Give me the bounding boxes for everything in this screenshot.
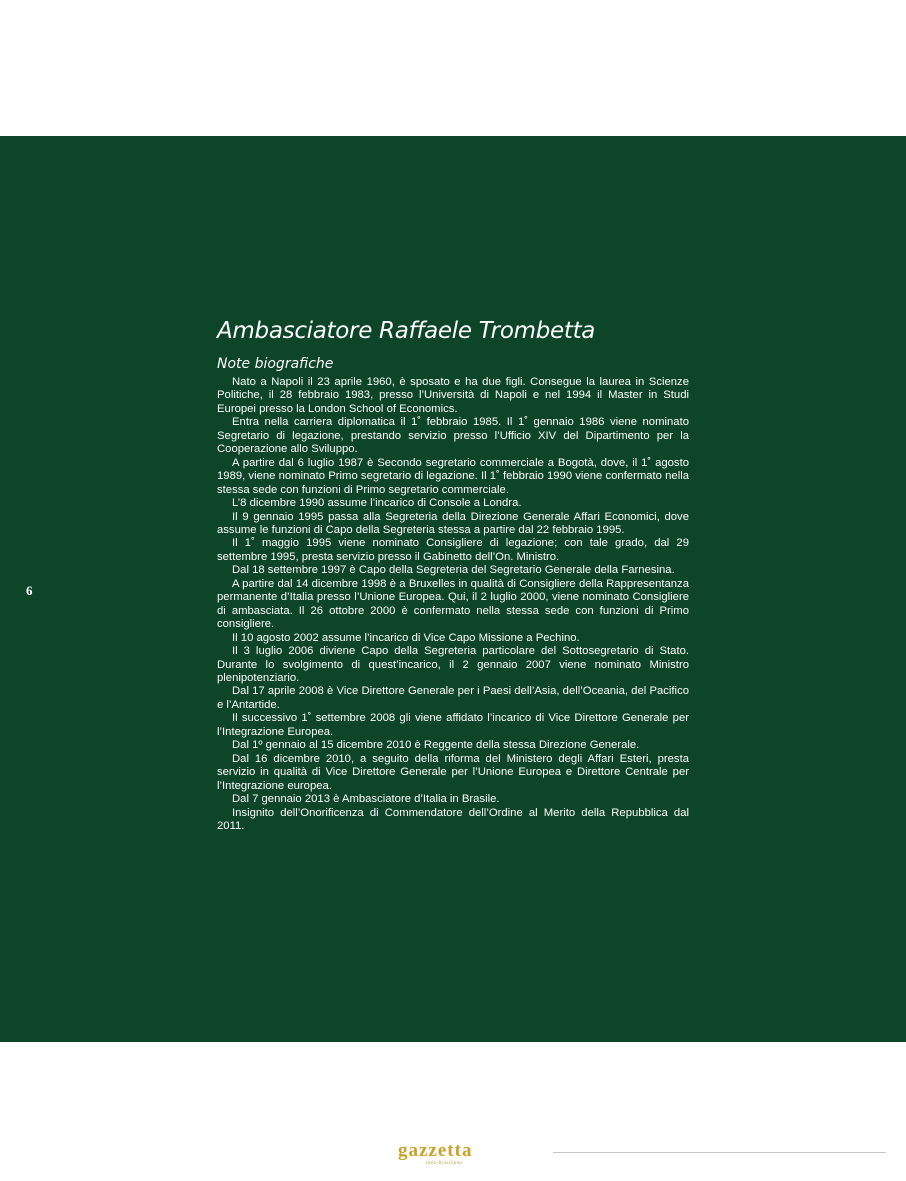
page-title: Ambasciatore Raffaele Trombetta	[217, 318, 596, 344]
bio-paragraph: Il 1˚ maggio 1995 viene nominato Consigliere di legazione; con tale grado, dal 29 settembre 1995, presta servizio presso il Gabinetto dell’On. Ministro.	[217, 537, 689, 563]
bio-paragraph: Dal 16 dicembre 2010, a seguito della riforma del Ministero degli Affari Esteri, presta servizio in qualità di Vice Direttore Generale per l’Unione Europea e Direttore Centrale per l’Integrazione europea.	[217, 752, 689, 792]
bio-paragraph: Dal 17 aprile 2008 è Vice Direttore Generale per i Paesi dell’Asia, dell’Oceania, del Pacifico e l’Antartide.	[217, 685, 689, 711]
logo-wordmark: gazzetta	[398, 1140, 473, 1161]
bio-paragraph: Insignito dell’Onorificenza di Commendatore dell’Ordine al Merito della Repubblica dal 2011.	[217, 806, 689, 832]
bio-paragraph: Dal 1º gennaio al 15 dicembre 2010 è Reggente della stessa Direzione Generale.	[232, 739, 640, 752]
bio-paragraph: Dal 7 gennaio 2013 è Ambasciatore d’Italia in Brasile.	[232, 793, 500, 806]
footer-divider	[553, 1152, 886, 1153]
bio-paragraph: Entra nella carriera diplomatica il 1˚ febbraio 1985. Il 1˚ gennaio 1986 viene nominato Segretario di legazione, prestando servizio presso l’Ufficio XIV del Dipartimento per la Cooperazione allo Sviluppo.	[217, 416, 689, 456]
page-subtitle: Note biografiche	[217, 356, 334, 372]
bio-paragraph: Il successivo 1˚ settembre 2008 gli viene affidato l’incarico di Vice Direttore Generale per l’Integrazione Europea.	[217, 712, 689, 738]
bio-paragraph: A partire dal 6 luglio 1987 è Secondo segretario commerciale a Bogotà, dove, il 1˚ agosto 1989, viene nominato Primo segretario di legazione. Il 1˚ febbraio 1990 viene confermato nella stessa sede con funzioni di Primo segretario commerciale.	[217, 456, 689, 496]
bio-paragraph: Dal 18 settembre 1997 è Capo della Segreteria del Segretario Generale della Farnesina.	[232, 564, 675, 577]
page-number: 6	[26, 583, 33, 598]
bio-paragraph: Il 10 agosto 2002 assume l’incarico di Vice Capo Missione a Pechino.	[232, 631, 580, 644]
bio-paragraph: Il 3 luglio 2006 diviene Capo della Segreteria particolare del Sottosegretario di Stato. Durante lo svolgimento di quest’incarico, il 2 gennaio 2007 viene nominato Ministro plenipotenziario.	[217, 645, 689, 684]
logo-tagline: italo-brasiliana	[426, 1161, 463, 1166]
bio-paragraph: A partire dal 14 dicembre 1998 è a Bruxelles in qualità di Consigliere della Rappresentanza permanente d’Italia presso l’Unione Europea. Qui, il 2 luglio 2000, viene nominato Consigliere di ambasciata. Il 26 ottobre 2000 è confermato nella stessa sede con funzioni di Primo consigliere.	[217, 577, 689, 631]
bio-paragraph: Il 9 gennaio 1995 passa alla Segreteria della Direzione Generale Affari Economici, dove assume le funzioni di Capo della Segreteria stessa a partire dal 22 febbraio 1995.	[217, 510, 689, 536]
bio-paragraph: L’8 dicembre 1990 assume l’incarico di Console a Londra.	[232, 497, 522, 510]
biography-text	[217, 376, 689, 833]
bio-paragraph: Nato a Napoli il 23 aprile 1960, è sposato e ha due figli. Consegue la laurea in Scienze Politiche, il 28 febbraio 1983, presso l’Università di Napoli e nel 1994 il Master in Studi Europei presso la London School of Economics.	[217, 376, 689, 415]
gazzetta-logo	[398, 1140, 510, 1170]
